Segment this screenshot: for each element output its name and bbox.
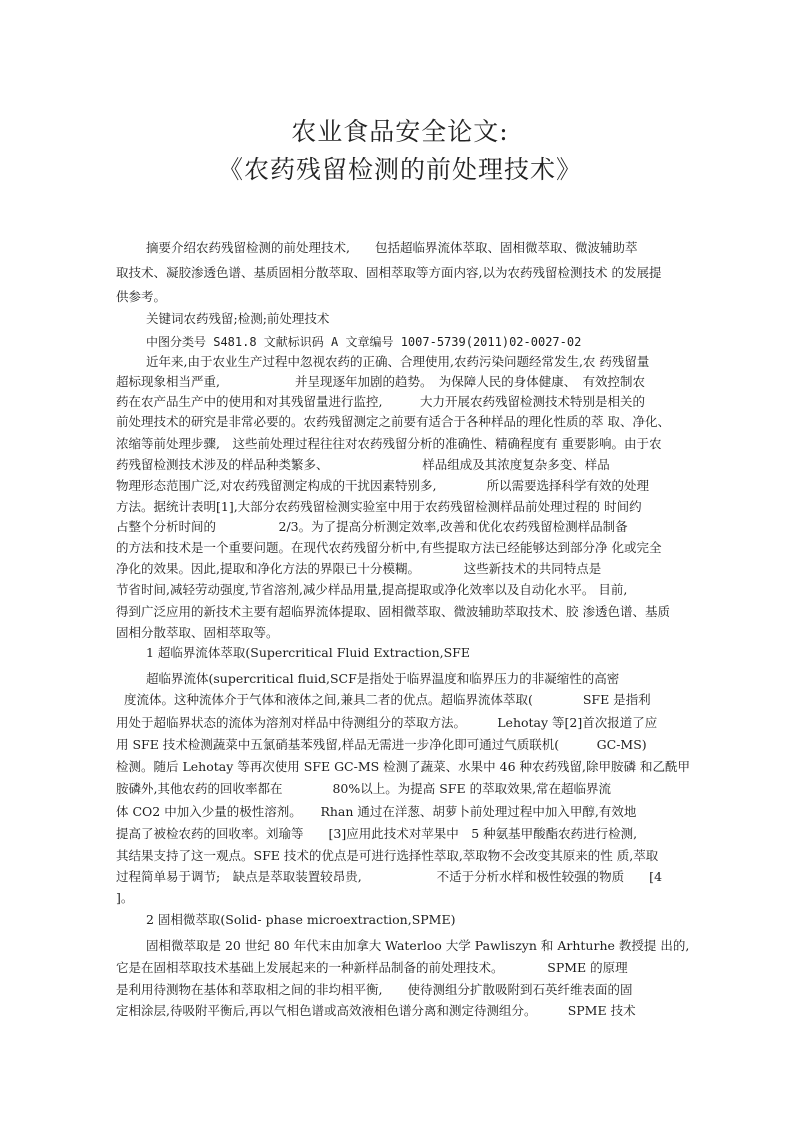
classification-line: 中图分类号 S481.8 文献标识码 A 文章编号 1007-5739(2011)02-0027-02 xyxy=(146,335,582,349)
sfe-line-10: 过程简单易于调节; 缺点是萃取装置较昂贵, 不适于分析水样和极性较强的物质 [4 xyxy=(116,869,663,884)
sfe-line-8: 提高了被检农药的回收率。刘瑜等 [3]应用此技术对苹果中 5 种氨基甲酸酯农药进行检测, xyxy=(116,826,638,841)
sfe-line-5: 检测。随后 Lehotay 等再次使用 SFE GC-MS 检测了蔬菜、水果中 46 种农药残留,除甲胺磷 和乙酰甲 xyxy=(116,759,690,774)
body-line-9: 占整个分析时间的 2/3。为了提高分析测定效率,改善和优化农药残留检测样品制备 xyxy=(116,519,628,534)
sfe-line-1: 超临界流体(supercritical fluid,SCF是指处于临界温度和临界压力的非凝缩性的高密 xyxy=(146,671,620,686)
body-line-6: 药残留检测技术涉及的样品种类繁多、 样品组成及其浓度复杂多变、样品 xyxy=(116,457,610,472)
abstract-line-2: 取技术、凝胶渗透色谱、基质固相分散萃取、固相萃取等方面内容,以为农药残留检测技术 的发展提 xyxy=(116,265,662,280)
abstract-line-1: 摘要介绍农药残留检测的前处理技术, 包括超临界流体萃取、固相微萃取、微波辅助萃 xyxy=(146,240,638,255)
body-line-1: 近年来,由于农业生产过程中忽视农药的正确、合理使用,农药污染问题经常发生,农 药残留量 xyxy=(146,354,650,369)
section-heading-1: 1 超临界流体萃取(Supercritical Fluid Extraction,SFE xyxy=(146,645,470,660)
body-line-8: 方法。据统计表明[1],大部分农药残留检测实验室中用于农药残留检测样品前处理过程的 时间约 xyxy=(116,499,642,514)
sfe-line-6: 胺磷外,其他农药的回收率都在 80%以上。为提高 SFE 的萃取效果,常在超临界流 xyxy=(116,781,612,796)
sfe-line-4: 用 SFE 技术检测蔬菜中五氯硝基苯残留,样品无需进一步净化即可通过气质联机( GC-MS) xyxy=(116,737,647,752)
sfe-line-11: ]。 xyxy=(116,890,134,905)
title-line-2: 《农药残留检测的前处理技术》 xyxy=(217,155,582,184)
abstract-line-3: 供参考。 xyxy=(116,289,167,304)
keywords-line: 关键词农药残留;检测;前处理技术 xyxy=(146,311,330,326)
sfe-line-9: 其结果支持了这一观点。SFE 技术的优点是可进行选择性萃取,萃取物不会改变其原来的性 质,萃取 xyxy=(116,848,659,863)
title-line-1: 农业食品安全论文: xyxy=(291,117,509,146)
spme-line-4: 定相涂层,待吸附平衡后,再以气相色谱或高效液相色谱分离和测定待测组分。 SPME 技术 xyxy=(116,1003,636,1018)
body-line-10: 的方法和技术是一个重要问题。在现代农药残留分析中,有些提取方法已经能够达到部分净 化或完全 xyxy=(116,540,662,555)
sfe-line-3: 用处于超临界状态的流体为溶剂对样品中待测组分的萃取方法。 Lehotay 等[2]首次报道了应 xyxy=(116,715,658,730)
body-line-3: 药在农产品生产中的使用和对其残留量进行监控, 大力开展农药残留检测技术特别是相关的 xyxy=(116,394,645,409)
body-line-11: 净化的效果。因此,提取和净化方法的界限已十分模糊。 这些新技术的共同特点是 xyxy=(116,561,602,576)
body-line-7: 物理形态范围广泛,对农药残留测定构成的干扰因素特别多, 所以需要选择科学有效的处理 xyxy=(116,478,649,493)
body-line-4: 前处理技术的研究是非常必要的。农药残留测定之前要有适合于各种样品的理化性质的萃 取、净化、 xyxy=(116,414,670,429)
sfe-line-7: 体 CO2 中加入少量的极性溶剂。 Rhan 通过在洋葱、胡萝卜前处理过程中加入甲醇,有效地 xyxy=(116,804,637,819)
sfe-line-2: 度流体。这种流体介于气体和液体之间,兼具二者的优点。超临界流体萃取( SFE 是指利 xyxy=(124,692,651,707)
body-line-2: 超标现象相当严重, 并呈现逐年加剧的趋势。 为保障人民的身体健康、 有效控制农 xyxy=(116,374,645,389)
body-line-13: 得到广泛应用的新技术主要有超临界流体提取、固相微萃取、微波辅助萃取技术、胶 渗透色谱、基质 xyxy=(116,604,670,619)
spme-line-1: 固相微萃取是 20 世纪 80 年代末由加拿大 Waterloo 大学 Pawliszyn 和 Arhturhe 教授提 出的, xyxy=(146,938,690,953)
body-line-5: 浓缩等前处理步骤, 这些前处理过程往往对农药残留分析的准确性、精确程度有 重要影响。由于农 xyxy=(116,436,662,451)
section-heading-2: 2 固相微萃取(Solid- phase microextraction,SPME) xyxy=(146,912,456,927)
body-line-14: 固相分散萃取、固相萃取等。 xyxy=(116,625,279,640)
spme-line-3: 是利用待测物在基体和萃取相之间的非均相平衡, 使待测组分扩散吸附到石英纤维表面的固 xyxy=(116,982,633,997)
body-line-12: 节省时间,减轻劳动强度,节省溶剂,减少样品用量,提高提取或净化效率以及自动化水平。 目前, xyxy=(116,582,628,597)
spme-line-2: 它是在固相萃取技术基础上发展起来的一种新样品制备的前处理技术。 SPME 的原理 xyxy=(116,960,628,975)
